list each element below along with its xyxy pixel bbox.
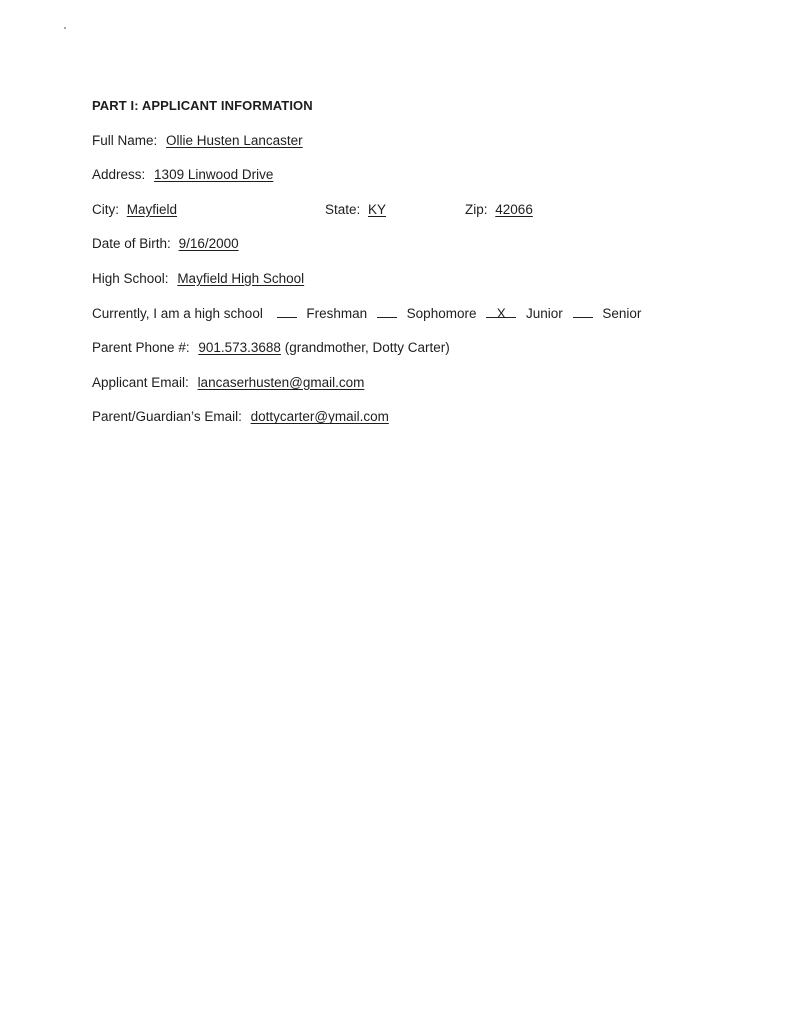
guardian-email-value: dottycarter@ymail.com xyxy=(250,409,389,425)
city-state-zip-row xyxy=(92,200,742,220)
parent-phone-row xyxy=(92,338,742,358)
address-row xyxy=(92,165,742,185)
parent-phone-value: 901.573.3688 xyxy=(198,340,281,356)
high-school-row xyxy=(92,269,742,289)
full-name-label: Full Name: xyxy=(92,132,158,148)
dob-label: Date of Birth: xyxy=(92,236,171,252)
city-label: City: xyxy=(92,201,119,217)
address-label: Address: xyxy=(92,167,146,183)
applicant-email-row xyxy=(92,373,742,393)
state-value: KY xyxy=(368,201,387,217)
full-name-row xyxy=(92,131,742,151)
senior-mark xyxy=(573,304,593,318)
parent-phone-note: (grandmother, Dotty Carter) xyxy=(284,340,450,356)
section-heading: PART I: APPLICANT INFORMATION xyxy=(92,98,313,113)
state-field xyxy=(325,200,386,220)
scan-speck xyxy=(64,27,66,29)
applicant-email-label: Applicant Email: xyxy=(92,374,189,390)
grade-prefix: Currently, I am a high school xyxy=(92,305,263,321)
guardian-email-row xyxy=(92,407,742,427)
grade-option-junior: Junior xyxy=(526,305,563,321)
city-value: Mayfield xyxy=(126,201,178,217)
zip-field xyxy=(465,200,533,220)
state-label: State: xyxy=(325,201,361,217)
freshman-mark xyxy=(277,304,297,318)
grade-option-sophomore: Sophomore xyxy=(406,305,477,321)
high-school-value: Mayfield High School xyxy=(177,270,305,286)
guardian-email-label: Parent/Guardian’s Email: xyxy=(92,409,242,425)
grade-option-freshman: Freshman xyxy=(306,305,368,321)
junior-mark: X xyxy=(486,304,516,318)
address-value: 1309 Linwood Drive xyxy=(154,167,274,183)
dob-row xyxy=(92,234,742,254)
dob-value: 9/16/2000 xyxy=(178,236,239,252)
city-field xyxy=(92,200,177,220)
parent-phone-label: Parent Phone #: xyxy=(92,340,190,356)
grade-level-row xyxy=(92,304,742,324)
full-name-value: Ollie Husten Lancaster xyxy=(166,132,303,148)
sophomore-mark xyxy=(377,304,397,318)
grade-option-senior: Senior xyxy=(602,305,642,321)
zip-value: 42066 xyxy=(495,201,533,217)
zip-label: Zip: xyxy=(465,201,488,217)
applicant-information-section xyxy=(92,96,742,442)
applicant-email-value: lancaserhusten@gmail.com xyxy=(197,374,365,390)
high-school-label: High School: xyxy=(92,270,169,286)
